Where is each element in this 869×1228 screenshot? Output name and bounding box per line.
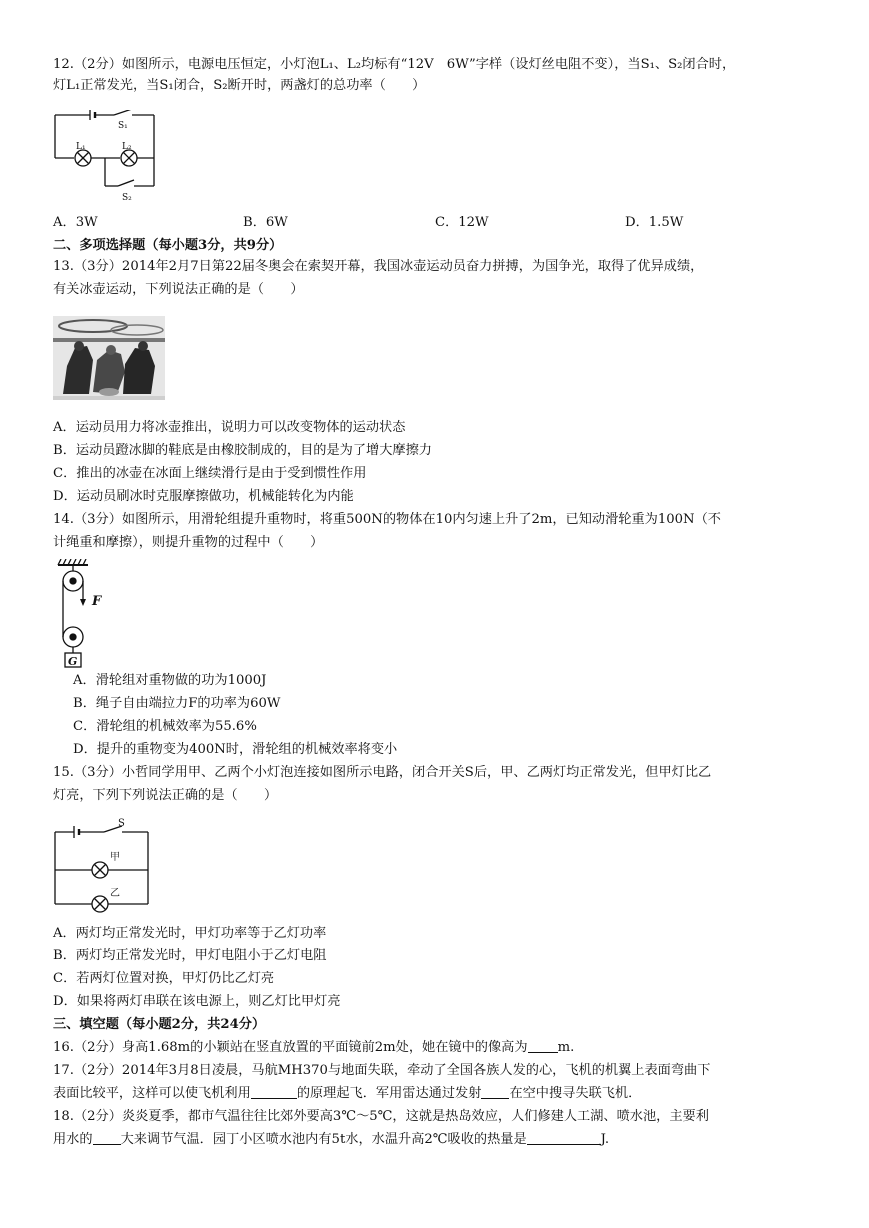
q15-option-b: B．两灯均正常发光时，甲灯电阻小于乙灯电阻 xyxy=(53,948,327,963)
q12-option-a: A．3W xyxy=(53,215,98,230)
q12-option-d: D．1.5W xyxy=(625,215,684,230)
q16-text-part1: 16.（2分）身高1.68m的小颖站在竖直放置的平面镜前2m处，她在镜中的像高为 xyxy=(53,1040,528,1055)
q17-text-part1: 表面比较平，这样可以使飞机利用 xyxy=(53,1086,251,1101)
q12-label-l2: L₂ xyxy=(122,142,132,152)
q13-option-b: B．运动员蹬冰脚的鞋底是由橡胶制成的，目的是为了增大摩擦力 xyxy=(53,443,432,458)
q14-option-d: D．提升的重物变为400N时，滑轮组的机械效率将变小 xyxy=(73,742,398,757)
q12-option-b: B．6W xyxy=(243,215,288,230)
q13-option-c: C．推出的冰壶在冰面上继续滑行是由于受到惯性作用 xyxy=(53,466,367,481)
q15-option-a: A．两灯均正常发光时，甲灯功率等于乙灯功率 xyxy=(53,926,327,941)
q12-text-line2: 灯L₁正常发光，当S₁闭合，S₂断开时，两盏灯的总功率（ ） xyxy=(53,78,426,93)
q14-option-b: B．绳子自由端拉力F的功率为60W xyxy=(73,696,281,711)
section-heading-2: 二、多项选择题（每小题3分，共9分） xyxy=(53,238,283,253)
curling-photo xyxy=(53,316,165,400)
q15-label-switch: S xyxy=(118,818,125,829)
q18-answer-blank-2[interactable] xyxy=(527,1130,601,1145)
q16-text-part2: m. xyxy=(557,1040,575,1055)
q14-option-c: C．滑轮组的机械效率为55.6% xyxy=(73,719,257,734)
q15-text-line2: 灯亮，下列下列说法正确的是（ ） xyxy=(53,788,278,803)
q18-text-part1: 用水的 xyxy=(53,1132,93,1147)
q15-circuit-diagram xyxy=(52,818,154,914)
q18-text-part2: 大来调节气温．园丁小区喷水池内有5t水，水温升高2℃吸收的热量是 xyxy=(120,1132,527,1147)
q17-text-line1: 17.（2分）2014年3月8日凌晨，马航MH370与地面失联，牵动了全国各族人发的心，飞机的机翼上表面弯曲下 xyxy=(53,1063,711,1078)
q17-answer-blank-2[interactable] xyxy=(481,1084,509,1099)
q15-text-line1: 15.（3分）小哲同学用甲、乙两个小灯泡连接如图所示电路，闭合开关S后，甲、乙两灯均正常发光，但甲灯比乙 xyxy=(53,765,712,780)
q13-option-a: A．运动员用力将冰壶推出，说明力可以改变物体的运动状态 xyxy=(53,420,406,435)
q17-text-part2: 的原理起飞．军用雷达通过发射 xyxy=(296,1086,482,1101)
q16-answer-blank[interactable] xyxy=(528,1038,558,1053)
q17-text-part3: 在空中搜寻失联飞机． xyxy=(509,1086,642,1101)
q14-text-line2: 计绳重和摩擦），则提升重物的过程中（ ） xyxy=(53,535,324,550)
q14-pulley-diagram xyxy=(56,559,112,669)
q12-text-line1: 12.（2分）如图所示，电源电压恒定，小灯泡L₁、L₂均标有“12V 6W”字样（设灯丝电阻不变），当S₁、S₂闭合时， xyxy=(53,57,736,72)
q13-text-line1: 13.（3分）2014年2月7日第22届冬奥会在索契开幕，我国冰壶运动员奋力拼搏，为国争光，取得了优异成绩， xyxy=(53,259,704,274)
q12-label-s1: S₁ xyxy=(118,121,128,131)
q14-text-line1: 14.（3分）如图所示，用滑轮组提升重物时，将重500N的物体在10内匀速上升了2m，已知动滑轮重为100N（不 xyxy=(53,512,721,527)
q18-text-line1: 18.（2分）炎炎夏季，都市气温往往比郊外要高3℃～5℃，这就是热岛效应，人们修建人工湖、喷水池，主要利 xyxy=(53,1109,709,1124)
q14-label-force: F xyxy=(92,594,102,609)
q14-label-weight: G xyxy=(68,655,78,668)
q15-label-lamp-b: 乙 xyxy=(110,888,120,899)
q12-label-s2: S₂ xyxy=(122,193,132,203)
q15-option-c: C．若两灯位置对换，甲灯仍比乙灯亮 xyxy=(53,971,275,986)
q12-label-l1: L₁ xyxy=(76,142,86,152)
q17-text-line2 xyxy=(53,1084,641,1104)
q18-answer-blank-1[interactable] xyxy=(93,1130,121,1145)
q17-answer-blank-1[interactable] xyxy=(251,1084,297,1099)
q15-label-lamp-a: 甲 xyxy=(110,852,120,863)
q18-text-part3: J. xyxy=(600,1132,610,1147)
q14-option-a: A．滑轮组对重物做的功为1000J xyxy=(73,673,267,688)
q13-text-line2: 有关冰壶运动，下列说法正确的是（ ） xyxy=(53,282,304,297)
q15-option-d: D．如果将两灯串联在该电源上，则乙灯比甲灯亮 xyxy=(53,994,341,1009)
q13-option-d: D．运动员刷冰时克服摩擦做功，机械能转化为内能 xyxy=(53,489,354,504)
q12-circuit-diagram xyxy=(52,110,162,206)
q18-text-line2 xyxy=(53,1130,609,1150)
q16-text xyxy=(53,1038,574,1058)
section-heading-3: 三、填空题（每小题2分，共24分） xyxy=(53,1017,266,1032)
q12-option-c: C．12W xyxy=(435,215,489,230)
